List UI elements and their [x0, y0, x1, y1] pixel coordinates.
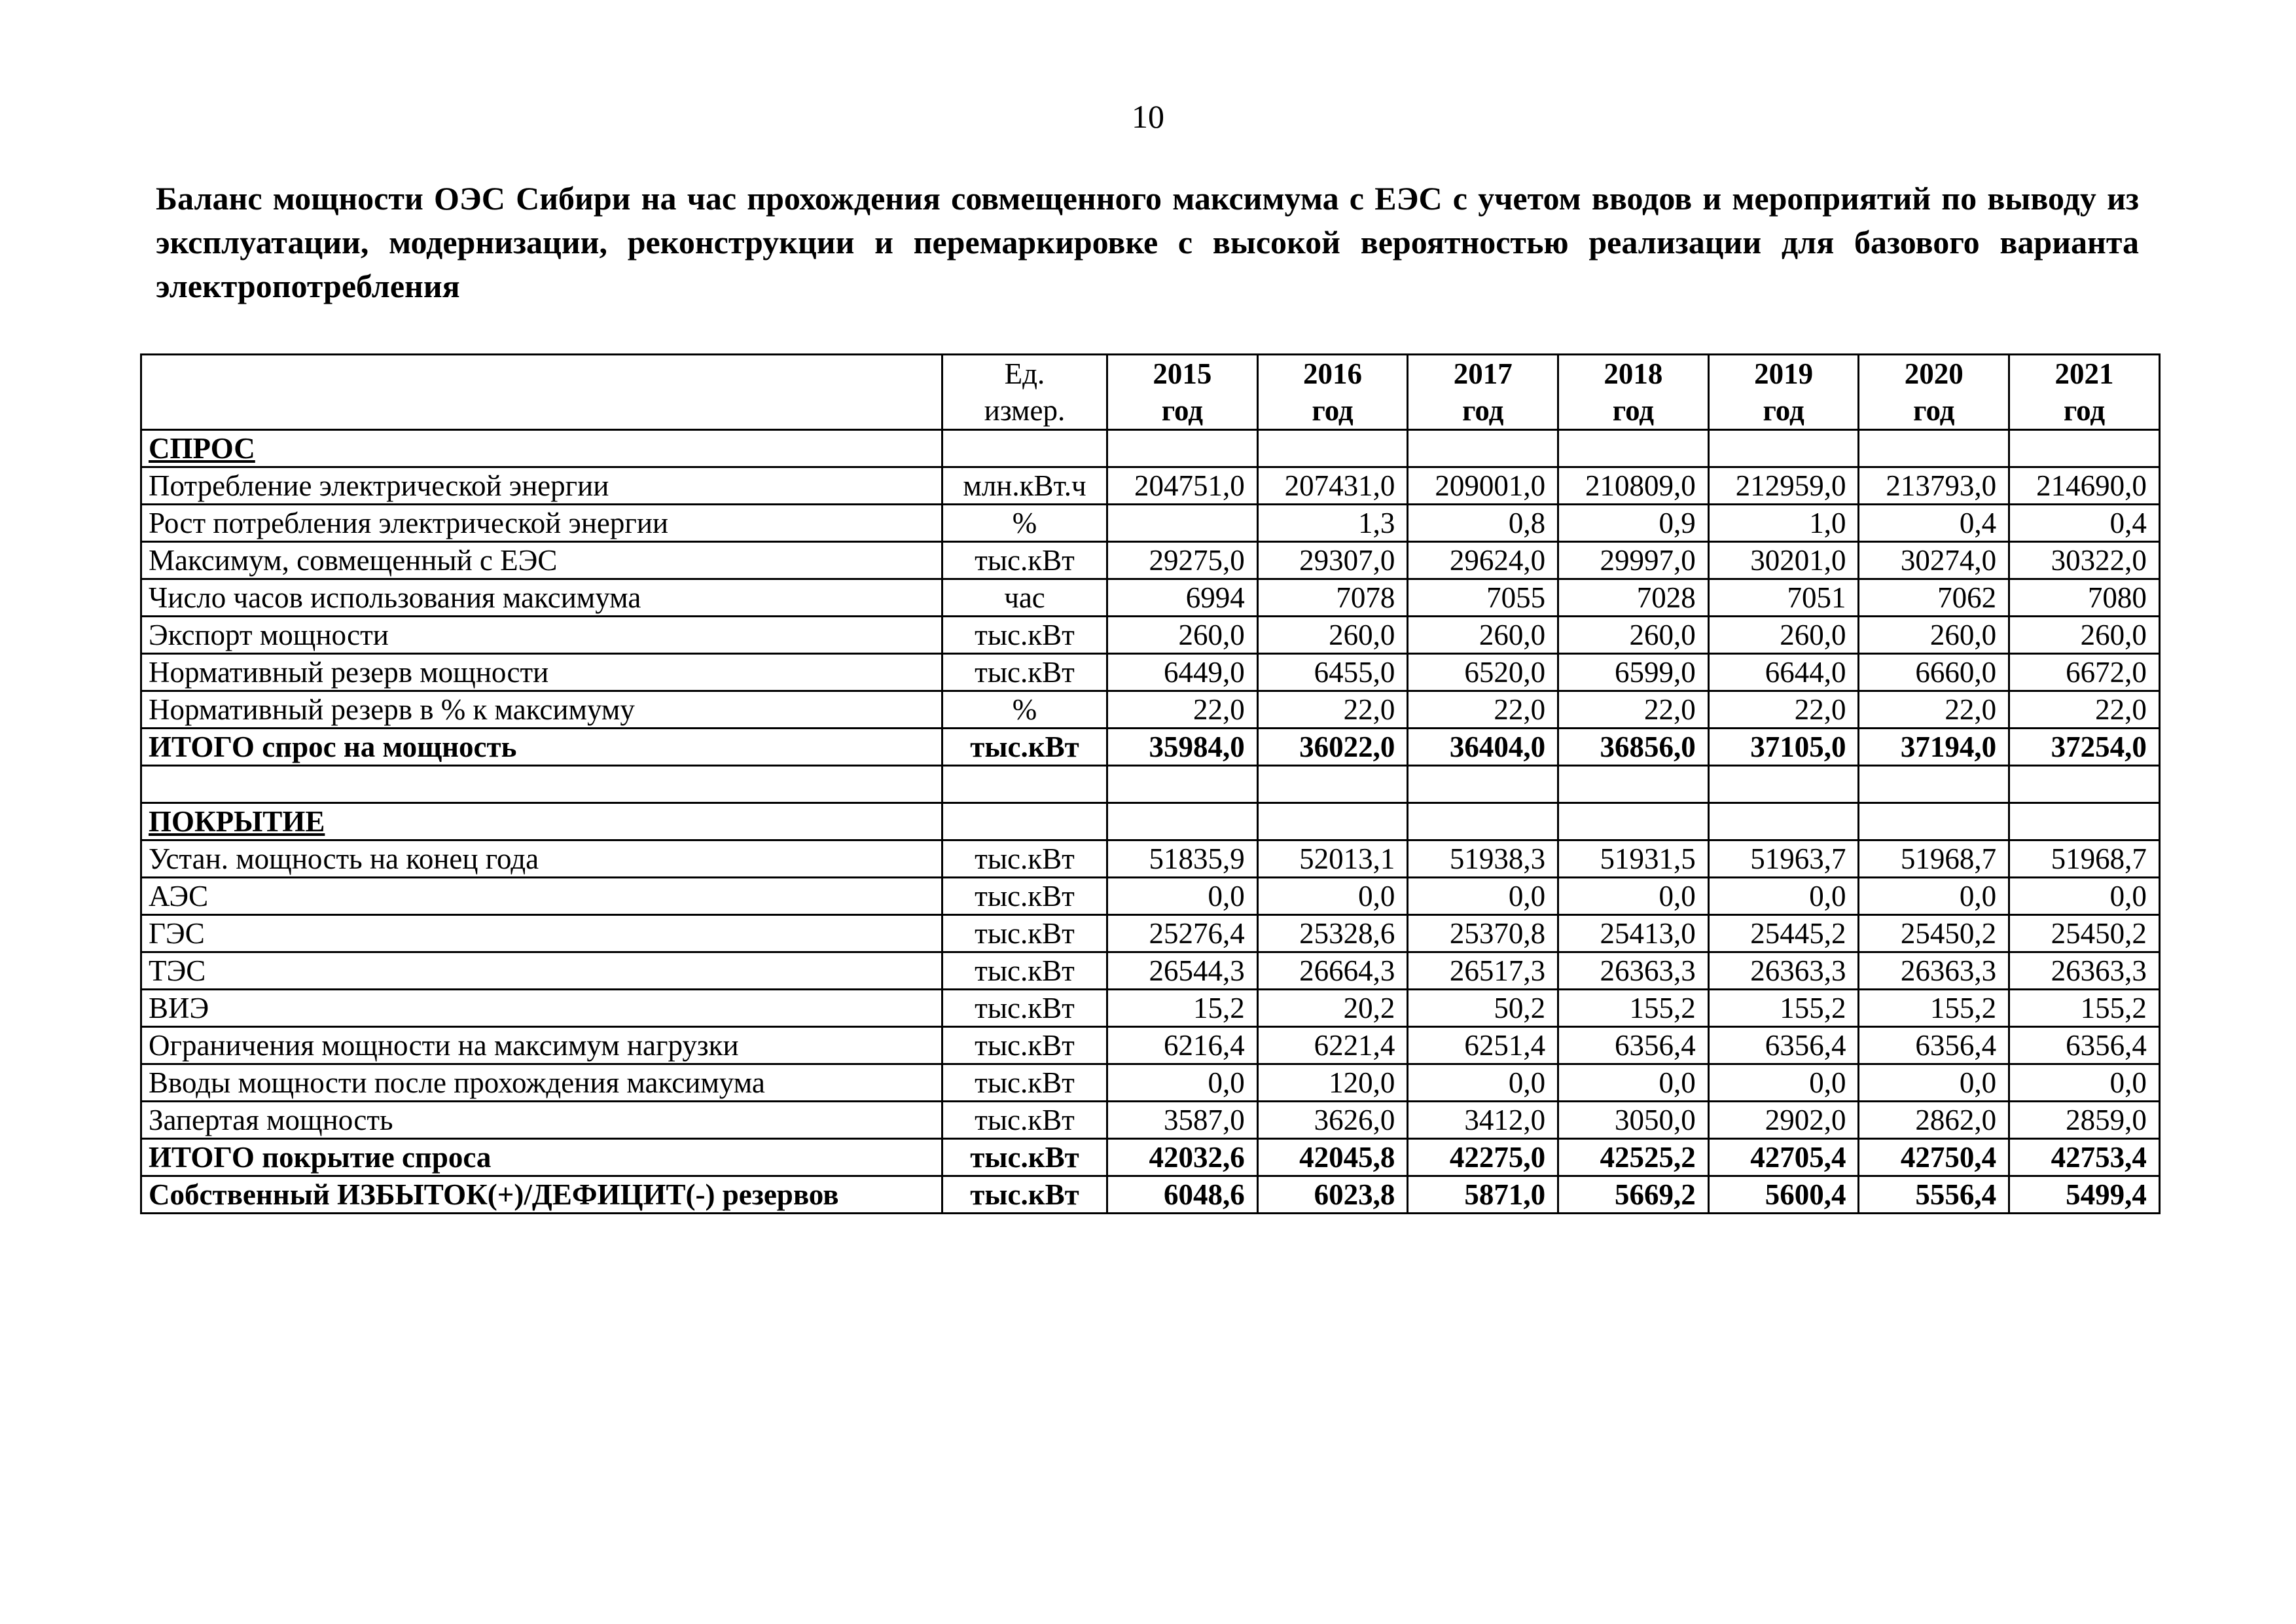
row-value-cell: 0,0	[1708, 878, 1859, 915]
row-value-cell: 29997,0	[1558, 542, 1709, 579]
row-value-cell: 0,0	[1859, 1064, 2009, 1102]
row-value-cell: 25413,0	[1558, 915, 1709, 952]
header-year-cell	[1708, 355, 1859, 430]
row-value-cell: 22,0	[1107, 691, 1258, 729]
row-value-cell: 51968,7	[2009, 840, 2160, 878]
row-value-cell: 26544,3	[1107, 952, 1258, 990]
row-name-cell: ВИЭ	[141, 990, 942, 1027]
row-value-cell: 7078	[1257, 579, 1408, 617]
row-name-cell: Нормативный резерв мощности	[141, 654, 942, 691]
row-value-cell: 260,0	[1558, 617, 1709, 654]
header-year-suffix: год	[1612, 394, 1655, 427]
row-value-cell: 29275,0	[1107, 542, 1258, 579]
row-value-cell: 1,3	[1257, 505, 1408, 542]
row-unit-cell	[942, 430, 1107, 467]
header-year-suffix: год	[2063, 394, 2106, 427]
row-value-cell	[1107, 505, 1258, 542]
header-year: 2017	[1453, 357, 1513, 390]
row-name-cell: ПОКРЫТИЕ	[141, 803, 942, 840]
row-value-cell: 3412,0	[1408, 1102, 1558, 1139]
row-name-cell: Собственный ИЗБЫТОК(+)/ДЕФИЦИТ(-) резервов	[141, 1176, 942, 1214]
row-value-cell	[1558, 766, 1709, 803]
row-name-cell: ИТОГО спрос на мощность	[141, 729, 942, 766]
row-name-cell: Устан. мощность на конец года	[141, 840, 942, 878]
row-value-cell	[2009, 430, 2160, 467]
row-unit-cell: млн.кВт.ч	[942, 467, 1107, 505]
header-year-suffix: год	[1312, 394, 1354, 427]
header-year-suffix: год	[1462, 394, 1504, 427]
row-value-cell: 155,2	[1558, 990, 1709, 1027]
row-value-cell: 42032,6	[1107, 1139, 1258, 1176]
table-row	[141, 990, 2160, 1027]
row-value-cell: 6660,0	[1859, 654, 2009, 691]
row-value-cell: 26517,3	[1408, 952, 1558, 990]
row-value-cell: 7055	[1408, 579, 1558, 617]
row-value-cell: 37105,0	[1708, 729, 1859, 766]
row-value-cell: 25445,2	[1708, 915, 1859, 952]
row-value-cell: 2859,0	[2009, 1102, 2160, 1139]
row-value-cell	[1408, 803, 1558, 840]
row-value-cell: 0,0	[1558, 1064, 1709, 1102]
header-unit-cell	[942, 355, 1107, 430]
row-value-cell	[1257, 430, 1408, 467]
row-value-cell: 26363,3	[1558, 952, 1709, 990]
row-value-cell: 51938,3	[1408, 840, 1558, 878]
row-value-cell: 212959,0	[1708, 467, 1859, 505]
row-value-cell: 0,0	[1107, 878, 1258, 915]
row-value-cell: 36856,0	[1558, 729, 1709, 766]
row-unit-cell: тыс.кВт	[942, 915, 1107, 952]
row-value-cell: 0,0	[2009, 878, 2160, 915]
row-unit-cell: тыс.кВт	[942, 1139, 1107, 1176]
row-value-cell: 7051	[1708, 579, 1859, 617]
row-value-cell: 29307,0	[1257, 542, 1408, 579]
blank-row	[141, 766, 2160, 803]
section-row	[141, 430, 2160, 467]
row-value-cell: 25450,2	[1859, 915, 2009, 952]
row-name-cell	[141, 766, 942, 803]
row-value-cell: 0,0	[1257, 878, 1408, 915]
table-row	[141, 1102, 2160, 1139]
row-value-cell: 2902,0	[1708, 1102, 1859, 1139]
row-value-cell: 42275,0	[1408, 1139, 1558, 1176]
table-row	[141, 915, 2160, 952]
row-name-cell: ГЭС	[141, 915, 942, 952]
row-value-cell	[1859, 803, 2009, 840]
row-value-cell: 51835,9	[1107, 840, 1258, 878]
row-value-cell: 25328,6	[1257, 915, 1408, 952]
row-unit-cell: тыс.кВт	[942, 1027, 1107, 1064]
row-value-cell: 26363,3	[2009, 952, 2160, 990]
row-value-cell	[1257, 803, 1408, 840]
row-value-cell: 0,0	[1107, 1064, 1258, 1102]
row-unit-cell: тыс.кВт	[942, 654, 1107, 691]
row-value-cell: 0,4	[1859, 505, 2009, 542]
table-row	[141, 952, 2160, 990]
header-year-cell	[1107, 355, 1258, 430]
row-name-cell: Вводы мощности после прохождения максимума	[141, 1064, 942, 1102]
row-value-cell: 120,0	[1257, 1064, 1408, 1102]
row-value-cell: 42705,4	[1708, 1139, 1859, 1176]
row-value-cell: 51963,7	[1708, 840, 1859, 878]
table-header-row	[141, 355, 2160, 430]
row-value-cell: 3587,0	[1107, 1102, 1258, 1139]
row-unit-cell: %	[942, 505, 1107, 542]
row-value-cell	[1107, 803, 1258, 840]
row-value-cell: 260,0	[1257, 617, 1408, 654]
header-year: 2020	[1904, 357, 1964, 390]
row-name-cell: Потребление электрической энергии	[141, 467, 942, 505]
row-value-cell: 6356,4	[2009, 1027, 2160, 1064]
row-value-cell: 214690,0	[2009, 467, 2160, 505]
row-value-cell: 0,4	[2009, 505, 2160, 542]
row-value-cell: 25370,8	[1408, 915, 1558, 952]
row-value-cell: 260,0	[1708, 617, 1859, 654]
row-value-cell: 6251,4	[1408, 1027, 1558, 1064]
row-value-cell: 0,9	[1558, 505, 1709, 542]
row-value-cell: 15,2	[1107, 990, 1258, 1027]
row-value-cell: 50,2	[1408, 990, 1558, 1027]
row-value-cell: 35984,0	[1107, 729, 1258, 766]
row-value-cell: 0,0	[1558, 878, 1709, 915]
row-value-cell: 260,0	[1408, 617, 1558, 654]
row-value-cell: 0,0	[1859, 878, 2009, 915]
header-year-suffix: год	[1161, 394, 1203, 427]
table-row	[141, 878, 2160, 915]
row-value-cell	[1859, 766, 2009, 803]
row-value-cell: 22,0	[1708, 691, 1859, 729]
row-value-cell	[1257, 766, 1408, 803]
row-value-cell: 6048,6	[1107, 1176, 1258, 1214]
row-name-cell: АЭС	[141, 878, 942, 915]
total-row	[141, 1139, 2160, 1176]
table-row	[141, 691, 2160, 729]
document-title: Баланс мощности ОЭС Сибири на час прохождения совмещенного максимума с ЕЭС с учетом вводов и мероприятий по выводу из эксплуатации, модернизации, реконструкции и перемаркировке с высокой вероятностью реализации для базового варианта электропотребления	[156, 180, 2139, 304]
row-value-cell: 51931,5	[1558, 840, 1709, 878]
row-value-cell	[1558, 803, 1709, 840]
row-value-cell: 6994	[1107, 579, 1258, 617]
row-value-cell: 25276,4	[1107, 915, 1258, 952]
row-name-cell: ИТОГО покрытие спроса	[141, 1139, 942, 1176]
row-value-cell: 2862,0	[1859, 1102, 2009, 1139]
row-unit-cell: тыс.кВт	[942, 878, 1107, 915]
row-value-cell: 260,0	[1107, 617, 1258, 654]
row-value-cell: 210809,0	[1558, 467, 1709, 505]
row-value-cell: 29624,0	[1408, 542, 1558, 579]
row-value-cell	[1708, 430, 1859, 467]
row-value-cell: 6672,0	[2009, 654, 2160, 691]
row-unit-cell	[942, 803, 1107, 840]
table-row	[141, 1064, 2160, 1102]
row-value-cell: 6023,8	[1257, 1176, 1408, 1214]
row-value-cell: 5871,0	[1408, 1176, 1558, 1214]
row-value-cell: 207431,0	[1257, 467, 1408, 505]
row-name-cell: Запертая мощность	[141, 1102, 942, 1139]
section-row	[141, 803, 2160, 840]
row-value-cell: 36404,0	[1408, 729, 1558, 766]
row-value-cell: 0,0	[2009, 1064, 2160, 1102]
header-year-cell	[1558, 355, 1709, 430]
power-balance-table	[140, 353, 2161, 1214]
table-row	[141, 840, 2160, 878]
row-value-cell: 26363,3	[1859, 952, 2009, 990]
row-value-cell	[2009, 766, 2160, 803]
header-year: 2018	[1604, 357, 1663, 390]
row-value-cell: 5499,4	[2009, 1176, 2160, 1214]
row-name-cell: Экспорт мощности	[141, 617, 942, 654]
row-unit-cell: тыс.кВт	[942, 729, 1107, 766]
row-unit-cell: тыс.кВт	[942, 990, 1107, 1027]
row-value-cell: 6599,0	[1558, 654, 1709, 691]
row-value-cell: 51968,7	[1859, 840, 2009, 878]
row-name-cell: Нормативный резерв в % к максимуму	[141, 691, 942, 729]
row-value-cell: 37194,0	[1859, 729, 2009, 766]
table-row	[141, 1027, 2160, 1064]
row-unit-cell: тыс.кВт	[942, 542, 1107, 579]
row-value-cell: 42753,4	[2009, 1139, 2160, 1176]
row-value-cell: 5556,4	[1859, 1176, 2009, 1214]
row-value-cell: 22,0	[2009, 691, 2160, 729]
row-value-cell: 260,0	[2009, 617, 2160, 654]
row-value-cell: 5669,2	[1558, 1176, 1709, 1214]
row-value-cell: 25450,2	[2009, 915, 2160, 952]
row-value-cell	[1708, 803, 1859, 840]
row-name-cell: ТЭС	[141, 952, 942, 990]
row-value-cell: 0,0	[1408, 878, 1558, 915]
header-year-cell	[2009, 355, 2160, 430]
row-value-cell: 30201,0	[1708, 542, 1859, 579]
row-value-cell: 0,0	[1408, 1064, 1558, 1102]
row-value-cell: 52013,1	[1257, 840, 1408, 878]
header-year: 2015	[1153, 357, 1212, 390]
row-value-cell: 7080	[2009, 579, 2160, 617]
row-unit-cell: %	[942, 691, 1107, 729]
table-body	[141, 430, 2160, 1214]
header-year-suffix: год	[1913, 394, 1955, 427]
header-unit-line2: измер.	[984, 394, 1066, 427]
row-unit-cell	[942, 766, 1107, 803]
table-row	[141, 542, 2160, 579]
row-value-cell	[1408, 430, 1558, 467]
row-value-cell: 5600,4	[1708, 1176, 1859, 1214]
row-value-cell: 30274,0	[1859, 542, 2009, 579]
row-value-cell: 42750,4	[1859, 1139, 2009, 1176]
row-value-cell: 6455,0	[1257, 654, 1408, 691]
row-value-cell: 20,2	[1257, 990, 1408, 1027]
row-value-cell	[1107, 430, 1258, 467]
row-name-cell: Рост потребления электрической энергии	[141, 505, 942, 542]
row-value-cell: 209001,0	[1408, 467, 1558, 505]
total-row	[141, 729, 2160, 766]
table-row	[141, 617, 2160, 654]
row-value-cell	[2009, 803, 2160, 840]
page-number: 10	[1132, 98, 1164, 135]
row-value-cell: 0,0	[1708, 1064, 1859, 1102]
header-name-cell	[141, 355, 942, 430]
header-year-suffix: год	[1763, 394, 1804, 427]
row-value-cell	[1107, 766, 1258, 803]
row-unit-cell: час	[942, 579, 1107, 617]
row-name-cell: Число часов использования максимума	[141, 579, 942, 617]
row-value-cell	[1708, 766, 1859, 803]
table-row	[141, 579, 2160, 617]
row-name-cell: Максимум, совмещенный с ЕЭС	[141, 542, 942, 579]
row-value-cell: 7028	[1558, 579, 1709, 617]
row-value-cell: 22,0	[1859, 691, 2009, 729]
row-value-cell: 26363,3	[1708, 952, 1859, 990]
row-value-cell: 260,0	[1859, 617, 2009, 654]
row-value-cell: 36022,0	[1257, 729, 1408, 766]
row-value-cell: 204751,0	[1107, 467, 1258, 505]
table-row	[141, 654, 2160, 691]
row-value-cell: 6356,4	[1859, 1027, 2009, 1064]
row-value-cell: 3626,0	[1257, 1102, 1408, 1139]
header-year-cell	[1859, 355, 2009, 430]
header-unit-line1: Ед.	[1004, 357, 1045, 390]
row-value-cell: 6221,4	[1257, 1027, 1408, 1064]
row-value-cell: 3050,0	[1558, 1102, 1709, 1139]
header-year: 2019	[1754, 357, 1814, 390]
row-value-cell: 26664,3	[1257, 952, 1408, 990]
total-row	[141, 1176, 2160, 1214]
row-value-cell: 6356,4	[1558, 1027, 1709, 1064]
table-row	[141, 467, 2160, 505]
row-value-cell: 7062	[1859, 579, 2009, 617]
row-name-cell: СПРОС	[141, 430, 942, 467]
row-value-cell: 213793,0	[1859, 467, 2009, 505]
table-row	[141, 505, 2160, 542]
row-value-cell: 155,2	[1708, 990, 1859, 1027]
row-value-cell: 42525,2	[1558, 1139, 1709, 1176]
header-year-cell	[1257, 355, 1408, 430]
row-value-cell	[1408, 766, 1558, 803]
row-value-cell: 6356,4	[1708, 1027, 1859, 1064]
row-unit-cell: тыс.кВт	[942, 1064, 1107, 1102]
header-year-cell	[1408, 355, 1558, 430]
row-value-cell: 6520,0	[1408, 654, 1558, 691]
header-year: 2021	[2054, 357, 2114, 390]
row-value-cell: 6644,0	[1708, 654, 1859, 691]
row-value-cell	[1558, 430, 1709, 467]
row-unit-cell: тыс.кВт	[942, 840, 1107, 878]
row-value-cell: 37254,0	[2009, 729, 2160, 766]
row-value-cell: 30322,0	[2009, 542, 2160, 579]
row-unit-cell: тыс.кВт	[942, 952, 1107, 990]
row-value-cell	[1859, 430, 2009, 467]
row-value-cell: 155,2	[2009, 990, 2160, 1027]
row-value-cell: 22,0	[1257, 691, 1408, 729]
row-value-cell: 0,8	[1408, 505, 1558, 542]
row-value-cell: 22,0	[1408, 691, 1558, 729]
row-value-cell: 22,0	[1558, 691, 1709, 729]
row-value-cell: 1,0	[1708, 505, 1859, 542]
row-name-cell: Ограничения мощности на максимум нагрузки	[141, 1027, 942, 1064]
row-value-cell: 6449,0	[1107, 654, 1258, 691]
row-unit-cell: тыс.кВт	[942, 617, 1107, 654]
row-unit-cell: тыс.кВт	[942, 1102, 1107, 1139]
row-value-cell: 6216,4	[1107, 1027, 1258, 1064]
header-year: 2016	[1303, 357, 1363, 390]
row-unit-cell: тыс.кВт	[942, 1176, 1107, 1214]
row-value-cell: 155,2	[1859, 990, 2009, 1027]
row-value-cell: 42045,8	[1257, 1139, 1408, 1176]
